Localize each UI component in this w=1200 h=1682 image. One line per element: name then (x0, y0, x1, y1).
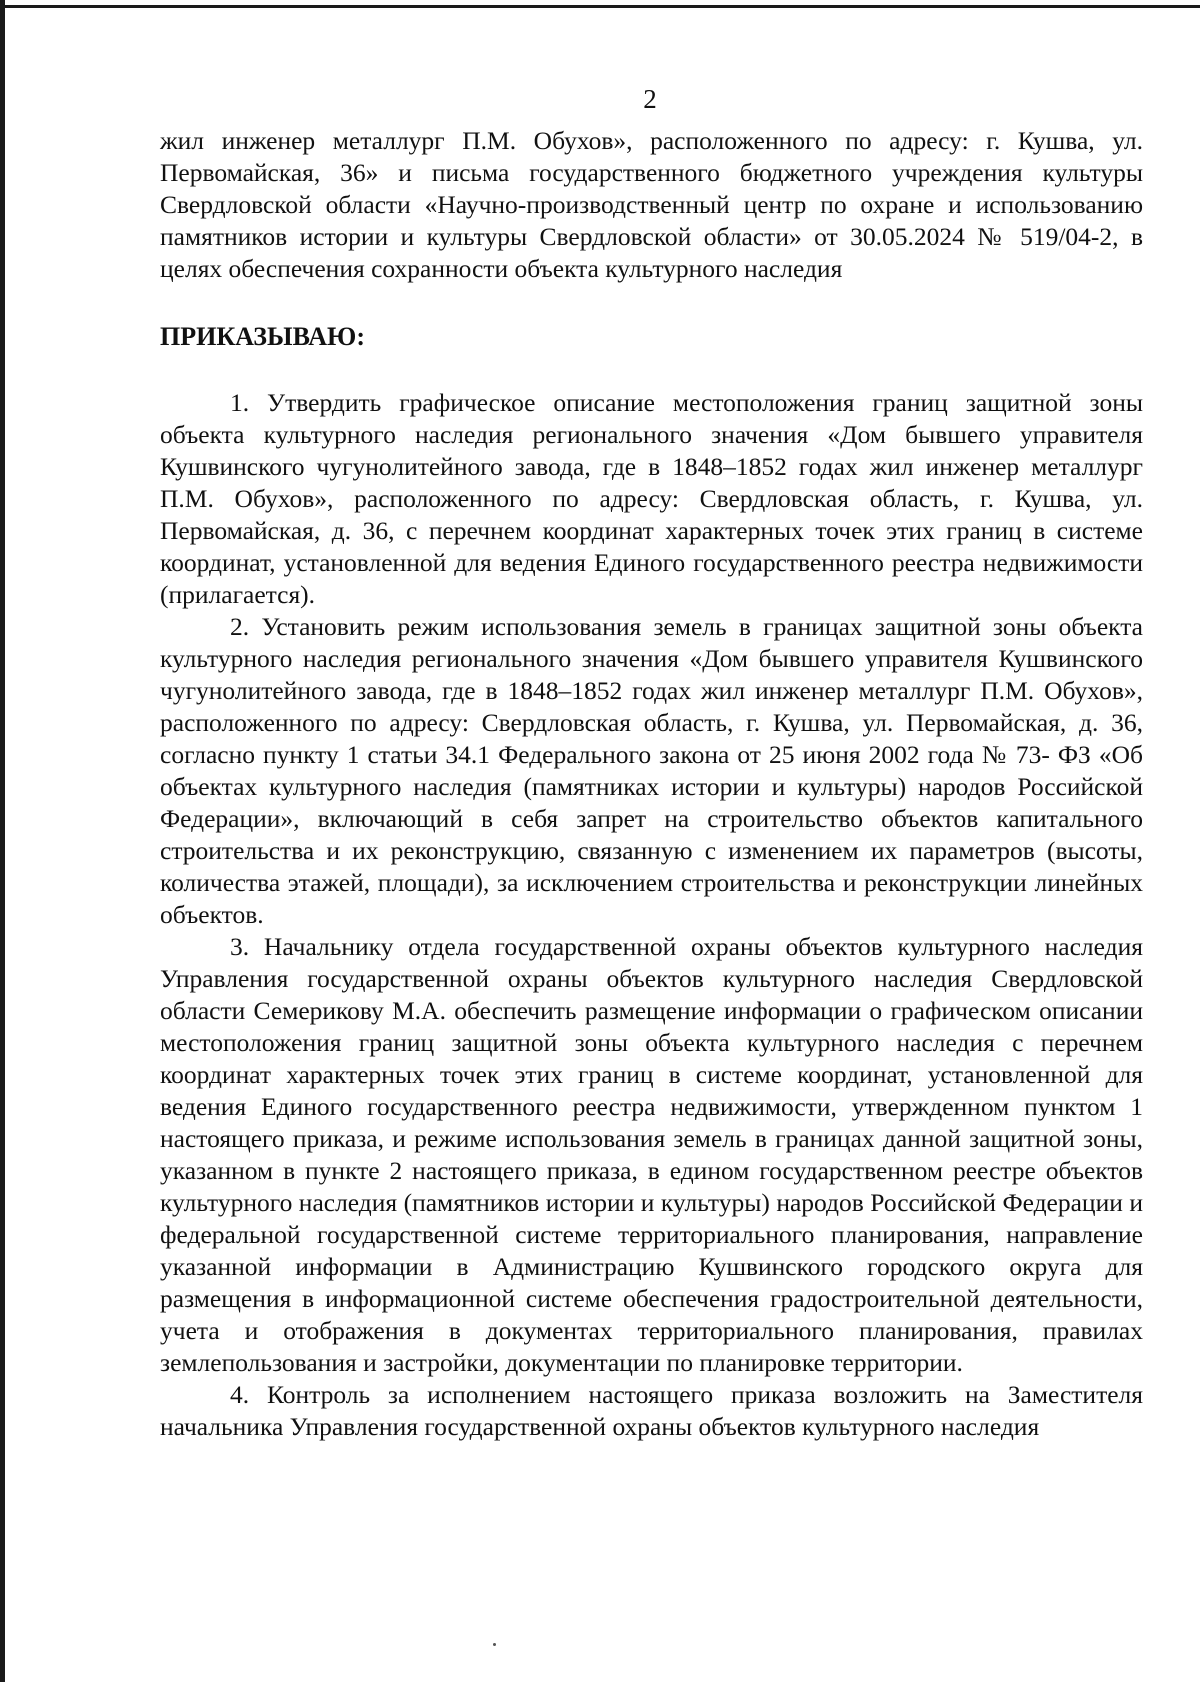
item-1-paragraph: 1. Утвердить графическое описание местоположения границ защитной зоны объекта культурного наследия регионального значения «Дом бывшего управителя Кушвинского чугунолитейного завода, где в 1848–1852 годах жил инженер металлург П.М. Обухов», расположенного по адресу: Свердловская область, г. Кушва, ул. Первомайская, д. 36, с перечнем координат характерных точек этих границ в системе координат, установленной для ведения Единого государственного реестра недвижимости (прилагается). (160, 388, 1143, 609)
item-2-paragraph: 2. Установить режим использования земель в границах защитной зоны объекта культурного наследия регионального значения «Дом бывшего управителя Кушвинского чугунолитейного завода, где в 1848–1852 годах жил инженер металлург П.М. Обухов», расположенного по адресу: Свердловская область, г. Кушва, ул. Первомайская, д. 36, согласно пункту 1 статьи 34.1 Федерального закона от 25 июня 2002 года № 73- ФЗ «Об объектах культурного наследия (памятниках истории и культуры) народов Российской Федерации», включающий в себя запрет на строительство объектов капитального строительства и их реконструкцию, связанную с изменением их параметров (высоты, количества этажей, площади), за исключением строительства и реконструкции линейных объектов. (160, 612, 1143, 929)
scan-speck (493, 1643, 496, 1646)
item-3-paragraph: 3. Начальнику отдела государственной охраны объектов культурного наследия Управления государственной охраны объектов культурного наследия Свердловской области Семерикову М.А. обеспечить размещение информации о графическом описании местоположения границ защитной зоны объекта культурного наследия с перечнем координат характерных точек этих границ в системе координат, установленной для ведения Единого государственного реестра недвижимости, утвержденном пунктом 1 настоящего приказа, и режиме использования земель в границах данной защитной зоны, указанном в пункте 2 настоящего приказа, в едином государственном реестре объектов культурного наследия (памятников истории и культуры) народов Российской Федерации и федеральной государственной системе территориального планирования, направление указанной информации в Администрацию Кушвинского городского округа для размещения в информационной системе обеспечения градостроительной деятельности, учета и отображения в документах территориального планирования, правилах землепользования и застройки, документации по планировке территории. (160, 932, 1143, 1377)
scan-edge-left (0, 0, 5, 1682)
page-number: 2 (643, 84, 657, 114)
item-4-paragraph: 4. Контроль за исполнением настоящего приказа возложить на Заместителя начальника Управления государственной охраны объектов культурного наследия (160, 1380, 1143, 1441)
intro-paragraph: жил инженер металлург П.М. Обухов», расположенного по адресу: г. Кушва, ул. Первомайская, 36» и письма государственного бюджетного учреждения культуры Свердловской области «Научно-производственный центр по охране и использованию памятников истории и культуры Свердловской области» от 30.05.2024 № 519/04-2, в целях обеспечения сохранности объекта культурного наследия (160, 126, 1143, 283)
order-heading: ПРИКАЗЫВАЮ: (160, 322, 365, 351)
document-body (160, 125, 1143, 1443)
scan-edge-top (0, 5, 1200, 8)
